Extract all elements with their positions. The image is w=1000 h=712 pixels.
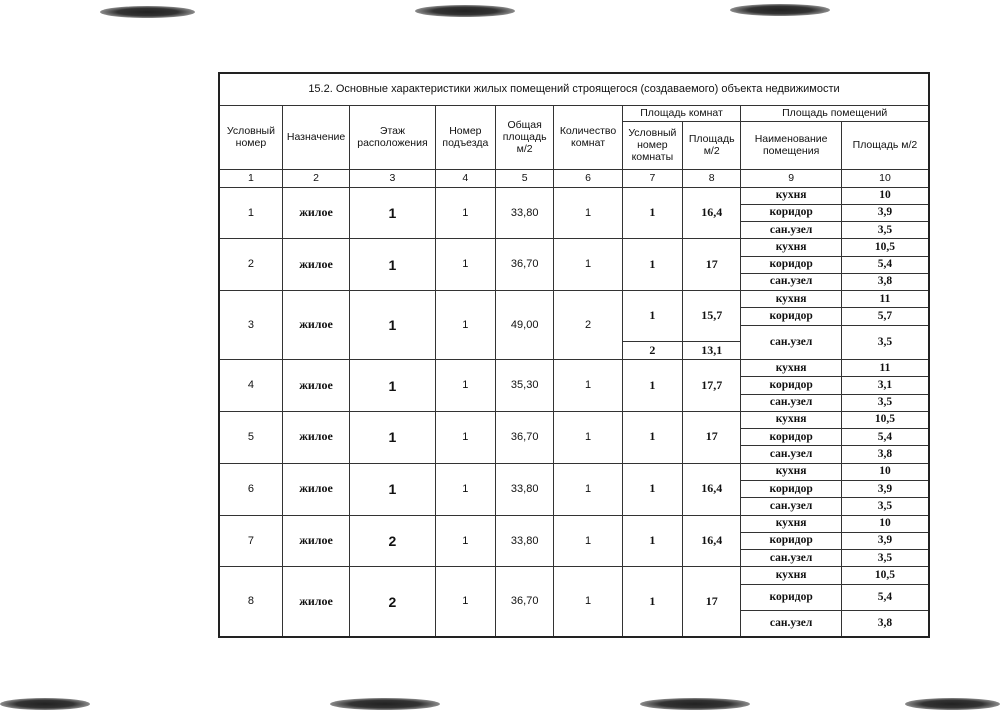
column-number: 3 [350,169,435,187]
apartments-body [219,187,929,637]
column-number: 5 [496,169,554,187]
apartment-purpose: жилое [282,411,349,463]
room-number: 1 [622,463,682,515]
apartment-number: 4 [219,360,282,412]
apartment-floor: 1 [350,463,435,515]
apartment-room-count: 1 [554,360,622,412]
premise-name: сан.узел [741,273,842,290]
room-number: 1 [622,239,682,291]
header-premise-area: Площадь м/2 [841,121,929,169]
apartment-purpose: жилое [282,187,349,239]
premise-name: коридор [741,532,842,549]
column-number: 7 [622,169,682,187]
column-number: 8 [683,169,741,187]
premise-name: коридор [741,377,842,394]
premise-area: 10 [841,187,929,204]
premise-area: 3,5 [841,550,929,567]
scan-smudge [905,698,1000,710]
premise-name: кухня [741,187,842,204]
apartment-purpose: жилое [282,291,349,360]
apartment-number: 8 [219,567,282,637]
apartment-floor: 1 [350,411,435,463]
header-room-cond-number: Условный номер комнаты [622,121,682,169]
premise-name: сан.узел [741,498,842,515]
scan-smudge [100,6,195,18]
premise-name: сан.узел [741,550,842,567]
apartment-total-area: 33,80 [496,187,554,239]
apartment-room-count: 2 [554,291,622,360]
premise-name: кухня [741,239,842,256]
premise-area: 3,8 [841,446,929,463]
apartment-floor: 1 [350,187,435,239]
header-total-area: Общая площадь м/2 [496,105,554,169]
premise-area: 10 [841,515,929,532]
room-area: 16,4 [683,515,741,567]
premise-name: коридор [741,308,842,325]
premise-name: кухня [741,411,842,428]
header-entrance: Номер подъезда [435,105,495,169]
header-room-count: Количество комнат [554,105,622,169]
premise-area: 3,5 [841,498,929,515]
premise-area: 3,1 [841,377,929,394]
apartment-total-area: 36,70 [496,239,554,291]
apartment-entrance: 1 [435,567,495,637]
apartment-purpose: жилое [282,567,349,637]
table-row [219,515,929,532]
premise-area: 5,7 [841,308,929,325]
column-number: 10 [841,169,929,187]
premise-name: коридор [741,429,842,446]
premise-name: коридор [741,481,842,498]
premise-name: коридор [741,256,842,273]
column-number-row [219,169,929,187]
premise-area: 3,8 [841,611,929,637]
apartment-floor: 1 [350,291,435,360]
apartment-number: 2 [219,239,282,291]
premise-area: 3,9 [841,204,929,221]
apartment-room-count: 1 [554,239,622,291]
residential-premises-table [218,72,930,638]
apartment-entrance: 1 [435,187,495,239]
scan-smudge [415,5,515,17]
room-area: 17 [683,567,741,637]
apartment-room-count: 1 [554,515,622,567]
apartment-total-area: 36,70 [496,567,554,637]
room-number: 2 [622,341,682,359]
apartment-total-area: 49,00 [496,291,554,360]
apartment-total-area: 35,30 [496,360,554,412]
premise-area: 11 [841,291,929,308]
room-number: 1 [622,187,682,239]
apartment-purpose: жилое [282,239,349,291]
room-number: 1 [622,360,682,412]
apartment-number: 6 [219,463,282,515]
premise-name: сан.узел [741,446,842,463]
header-premises-area-group: Площадь помещений [741,105,929,121]
apartment-entrance: 1 [435,239,495,291]
premise-area: 3,9 [841,532,929,549]
premise-area: 3,5 [841,394,929,411]
table-title: 15.2. Основные характеристики жилых помещений строящегося (создаваемого) объекта недвижимости [219,73,929,105]
premise-name: кухня [741,463,842,480]
apartment-floor: 1 [350,239,435,291]
room-number: 1 [622,411,682,463]
premise-name: сан.узел [741,222,842,239]
room-number: 1 [622,291,682,342]
header-floor: Этаж расположения [350,105,435,169]
header-room-area: Площадь м/2 [683,121,741,169]
premise-area: 3,5 [841,222,929,239]
table-row [219,411,929,428]
room-number: 1 [622,515,682,567]
premise-area: 3,9 [841,481,929,498]
premise-area: 3,5 [841,325,929,360]
header-premise-name: Наименование помещения [741,121,842,169]
premise-area: 11 [841,360,929,377]
apartment-total-area: 36,70 [496,411,554,463]
scan-smudge [330,698,440,710]
column-number: 2 [282,169,349,187]
premise-name: кухня [741,567,842,584]
column-number: 9 [741,169,842,187]
apartment-number: 1 [219,187,282,239]
premise-name: кухня [741,291,842,308]
apartment-purpose: жилое [282,515,349,567]
apartment-entrance: 1 [435,411,495,463]
room-number: 1 [622,567,682,637]
apartment-entrance: 1 [435,291,495,360]
room-area: 17 [683,239,741,291]
apartment-number: 3 [219,291,282,360]
column-number: 6 [554,169,622,187]
room-area: 17 [683,411,741,463]
apartment-room-count: 1 [554,187,622,239]
apartment-entrance: 1 [435,515,495,567]
premise-area: 10 [841,463,929,480]
table-row [219,291,929,308]
premise-area: 5,4 [841,429,929,446]
header-purpose: Назначение [282,105,349,169]
room-area: 13,1 [683,341,741,359]
apartment-floor: 1 [350,360,435,412]
room-area: 16,4 [683,463,741,515]
premise-name: сан.узел [741,394,842,411]
table-row [219,567,929,584]
apartment-purpose: жилое [282,463,349,515]
table-row [219,187,929,204]
apartment-room-count: 1 [554,463,622,515]
premise-area: 5,4 [841,584,929,610]
premise-area: 10,5 [841,239,929,256]
premise-name: коридор [741,204,842,221]
premise-name: кухня [741,515,842,532]
apartment-room-count: 1 [554,411,622,463]
table-row [219,463,929,480]
premise-name: коридор [741,584,842,610]
premise-area: 5,4 [841,256,929,273]
apartment-purpose: жилое [282,360,349,412]
apartment-number: 7 [219,515,282,567]
apartment-room-count: 1 [554,567,622,637]
column-number: 1 [219,169,282,187]
scan-smudge [640,698,750,710]
apartment-entrance: 1 [435,360,495,412]
premise-area: 3,8 [841,273,929,290]
room-area: 16,4 [683,187,741,239]
apartment-number: 5 [219,411,282,463]
column-number: 4 [435,169,495,187]
premise-name: сан.узел [741,325,842,360]
apartment-floor: 2 [350,567,435,637]
premise-area: 10,5 [841,567,929,584]
apartment-floor: 2 [350,515,435,567]
apartment-total-area: 33,80 [496,515,554,567]
table-row [219,360,929,377]
scan-smudge [0,698,90,710]
room-area: 17,7 [683,360,741,412]
room-area: 15,7 [683,291,741,342]
premise-name: кухня [741,360,842,377]
scan-smudge [730,4,830,16]
header-room-area-group: Площадь комнат [622,105,741,121]
premise-area: 10,5 [841,411,929,428]
premise-name: сан.узел [741,611,842,637]
table-row [219,239,929,256]
apartment-entrance: 1 [435,463,495,515]
apartment-total-area: 33,80 [496,463,554,515]
header-cond-number: Условный номер [219,105,282,169]
